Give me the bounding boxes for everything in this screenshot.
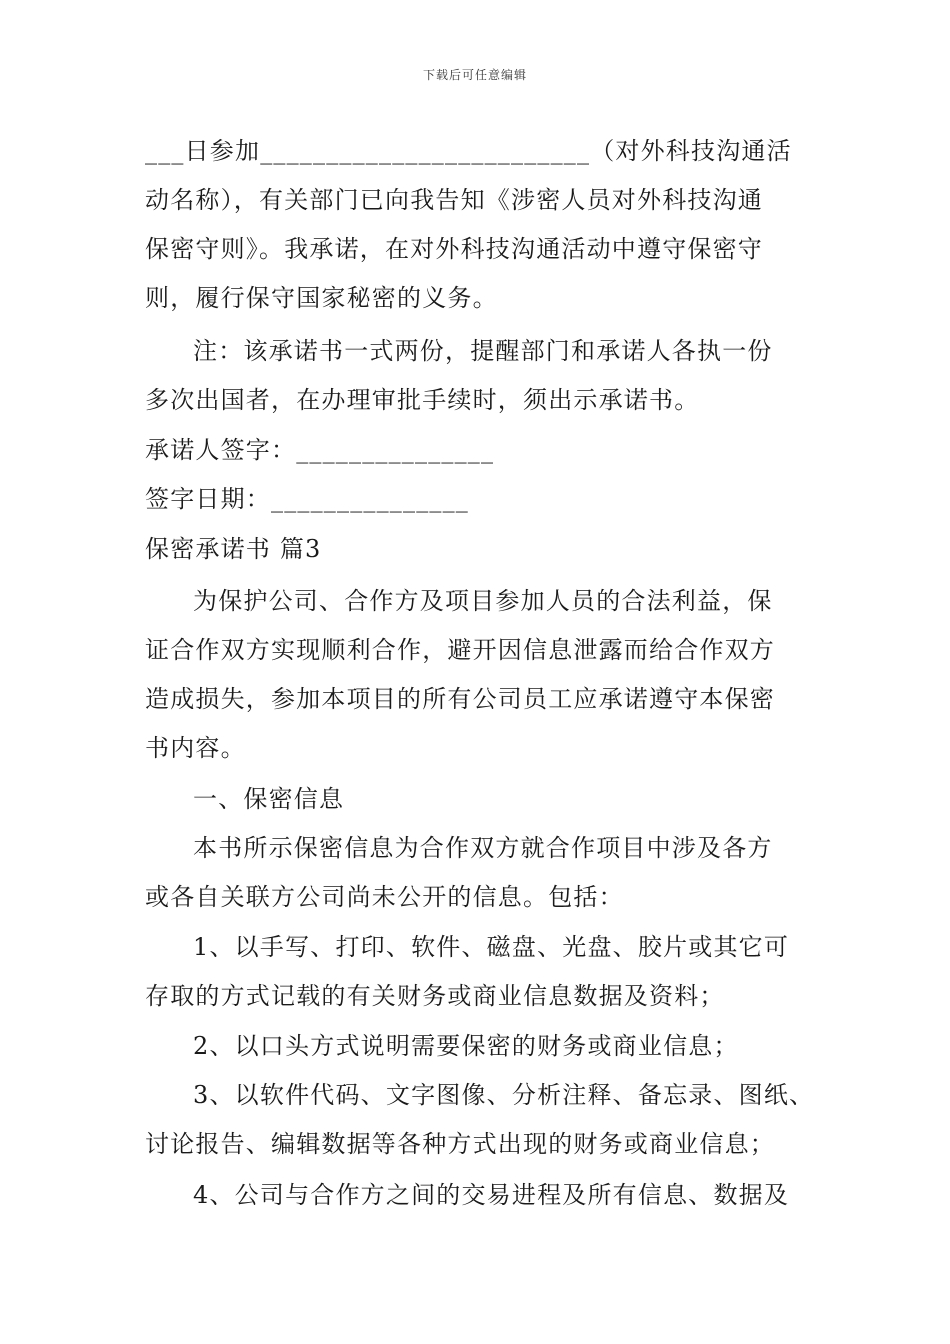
paragraph-line: 为保护公司、合作方及项目参加人员的合法利益，保 (193, 587, 773, 615)
list-item: 1、以手写、打印、软件、磁盘、光盘、胶片或其它可 (193, 933, 790, 961)
paragraph-line: 造成损失，参加本项目的所有公司员工应承诺遵守本保密 (145, 685, 775, 713)
note-line: 注：该承诺书一式两份，提醒部门和承诺人各执一份 (193, 337, 773, 365)
list-item-continuation: 讨论报告、编辑数据等各种方式出现的财务或商业信息； (145, 1130, 775, 1158)
paragraph-line: ___日参加_________________________（对外科技沟通活 (145, 137, 792, 165)
paragraph-line: 证合作双方实现顺利合作，避开因信息泄露而给合作双方 (145, 636, 775, 664)
list-item: 4、公司与合作方之间的交易进程及所有信息、数据及 (193, 1181, 790, 1209)
paragraph-line: 本书所示保密信息为合作双方就合作项目中涉及各方 (193, 834, 773, 862)
signature-line: 承诺人签字：_______________ (145, 436, 495, 464)
header-note: 下载后可任意编辑 (422, 68, 527, 82)
subsection-heading: 一、保密信息 (193, 785, 345, 813)
paragraph-line: 保密守则》。我承诺，在对外科技沟通活动中遵守保密守 (145, 235, 763, 263)
paragraph-line: 书内容。 (145, 734, 246, 762)
list-item: 3、以软件代码、文字图像、分析注释、备忘录、图纸、 (193, 1081, 815, 1109)
list-item-continuation: 存取的方式记载的有关财务或商业信息数据及资料； (145, 982, 725, 1010)
list-item: 2、以口头方式说明需要保密的财务或商业信息； (193, 1032, 739, 1060)
paragraph-line: 则，履行保守国家秘密的义务。 (145, 284, 498, 312)
paragraph-line: 或各自关联方公司尚未公开的信息。包括： (145, 883, 624, 911)
note-line: 多次出国者，在办理审批手续时，须出示承诺书。 (145, 386, 700, 414)
paragraph-line: 动名称），有关部门已向我告知《涉密人员对外科技沟通 (145, 186, 763, 214)
signature-date-line: 签字日期：_______________ (145, 485, 469, 513)
section-title: 保密承诺书 篇3 (145, 535, 322, 563)
